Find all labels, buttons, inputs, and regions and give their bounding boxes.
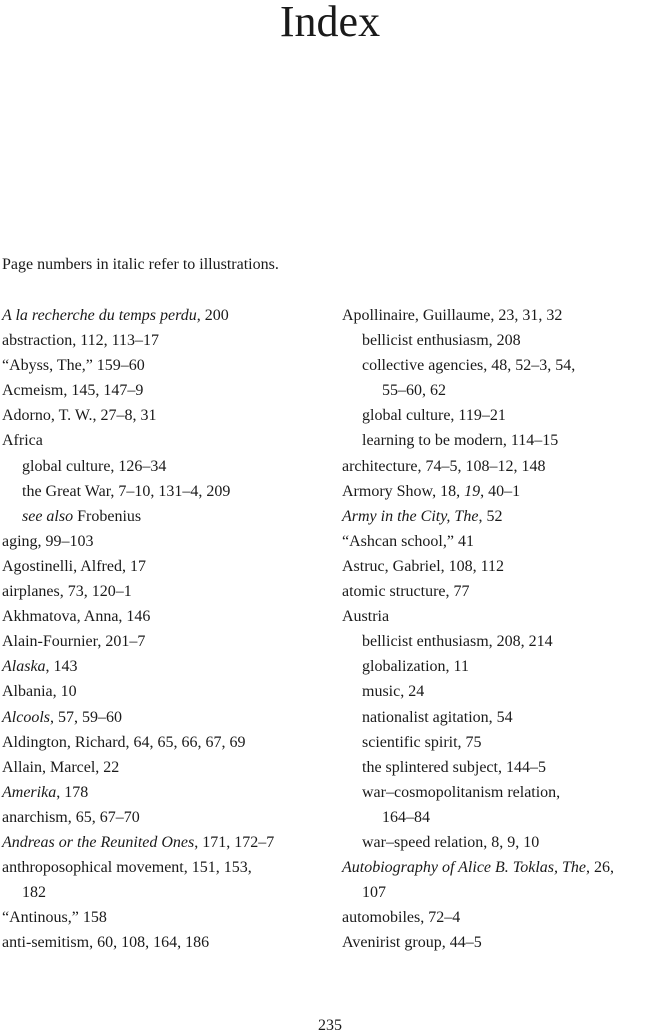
index-note: Page numbers in italic refer to illustrations. (2, 256, 279, 273)
entry-text: , 178 (56, 783, 89, 801)
entry-text: Alaska (2, 658, 46, 676)
entry-text: , 200 (196, 307, 229, 324)
entry-text: A la recherche du temps perdu (2, 307, 197, 324)
entry-text: aging, 99–103 (2, 532, 94, 550)
entry-text: Army in the City, The (342, 507, 479, 525)
entry-text: , 57, 59–60 (50, 708, 122, 726)
index-entry (2, 328, 332, 353)
entry-text: Acmeism, 145, 147–9 (2, 382, 144, 400)
entry-continuation: 182 (22, 884, 46, 902)
index-entry (2, 303, 332, 328)
entry-text: atomic structure, 77 (342, 583, 470, 601)
index-entry (2, 604, 332, 629)
index-subentry (342, 353, 648, 403)
entry-text: airplanes, 73, 120–1 (2, 583, 132, 601)
index-entry (2, 930, 332, 955)
index-entry (342, 855, 648, 905)
index-entry (342, 529, 648, 554)
index-entry (2, 428, 332, 453)
index-entry (342, 454, 648, 479)
entry-text: , 40–1 (480, 482, 521, 500)
entry-text: Alcools (2, 708, 50, 726)
entry-text: Apollinaire, Guillaume, 23, 31, 32 (342, 307, 563, 324)
entry-text: globalization, 11 (362, 658, 469, 676)
index-subentry (342, 705, 648, 730)
index-entry (2, 805, 332, 830)
index-entry (342, 579, 648, 604)
entry-text: “Ashcan school,” 41 (342, 532, 474, 550)
index-entry (342, 554, 648, 579)
entry-text: the splintered subject, 144–5 (362, 758, 546, 776)
entry-text: see also (22, 507, 74, 525)
index-subentry (342, 403, 648, 428)
index-entry (2, 830, 332, 855)
entry-text: the Great War, 7–10, 131–4, 209 (22, 482, 231, 500)
index-entry (2, 579, 332, 604)
entry-text: bellicist enthusiasm, 208, 214 (362, 633, 553, 651)
entry-text: anti-semitism, 60, 108, 164, 186 (2, 934, 210, 952)
index-entry (342, 604, 648, 629)
index-entry (342, 930, 648, 955)
index-entry (2, 529, 332, 554)
page-title: Index (279, 0, 381, 46)
index-entry (2, 679, 332, 704)
index-entry (2, 353, 332, 378)
entry-text: war–cosmopolitanism relation, (362, 783, 561, 801)
index-column-right (342, 303, 648, 955)
entry-text: , 171, 172–7 (194, 833, 275, 851)
entry-text: Astruc, Gabriel, 108, 112 (342, 557, 505, 575)
index-subentry (342, 780, 648, 830)
entry-text: “Abyss, The,” 159–60 (2, 357, 145, 375)
index-entry (342, 479, 648, 504)
entry-text: Avenirist group, 44–5 (342, 934, 482, 952)
index-entry (342, 504, 648, 529)
entry-text: , 52 (478, 507, 503, 525)
entry-text: music, 24 (362, 683, 425, 701)
entry-text: Amerika (2, 783, 57, 801)
entry-text: bellicist enthusiasm, 208 (362, 332, 521, 350)
index-entry (2, 403, 332, 428)
index-subentry (342, 654, 648, 679)
entry-text: Africa (2, 432, 43, 450)
entry-text: Akhmatova, Anna, 146 (2, 608, 151, 626)
entry-continuation: 164–84 (382, 808, 430, 826)
entry-text: Allain, Marcel, 22 (2, 758, 120, 776)
entry-text: global culture, 126–34 (22, 457, 167, 475)
entry-text: Alain-Fournier, 201–7 (2, 633, 146, 651)
index-subentry (2, 479, 332, 504)
index-entry (2, 705, 332, 730)
entry-text: anthroposophical movement, 151, 153, (2, 859, 252, 877)
entry-text: anarchism, 65, 67–70 (2, 808, 140, 826)
entry-text: Andreas or the Reunited Ones (2, 833, 195, 851)
index-entry (342, 905, 648, 930)
index-subentry (342, 428, 648, 453)
entry-text: scientific spirit, 75 (362, 733, 482, 751)
entry-text: learning to be modern, 114–15 (362, 432, 559, 450)
index-column-left (2, 303, 332, 955)
index-subentry (342, 830, 648, 855)
entry-text: , 26, (586, 859, 614, 877)
index-subentry (342, 730, 648, 755)
entry-text: , 143 (45, 658, 78, 676)
entry-text: 19 (464, 482, 481, 500)
index-entry (2, 905, 332, 930)
index-entry (2, 755, 332, 780)
entry-text: nationalist agitation, 54 (362, 708, 513, 726)
entry-text: war–speed relation, 8, 9, 10 (362, 833, 540, 851)
entry-continuation: 55–60, 62 (382, 382, 446, 400)
index-subentry (342, 328, 648, 353)
index-subentry (342, 629, 648, 654)
index-entry (2, 654, 332, 679)
entry-text: Albania, 10 (2, 683, 77, 701)
entry-text: “Antinous,” 158 (2, 909, 107, 927)
page-number: 235 (318, 1017, 342, 1034)
entry-text: Frobenius (73, 507, 142, 525)
index-subentry (342, 679, 648, 704)
index-subentry (2, 454, 332, 479)
index-entry (2, 378, 332, 403)
entry-text: Aldington, Richard, 64, 65, 66, 67, 69 (2, 733, 246, 751)
index-entry (2, 855, 332, 905)
entry-text: automobiles, 72–4 (342, 909, 461, 927)
entry-text: Austria (342, 608, 390, 626)
entry-text: Agostinelli, Alfred, 17 (2, 557, 146, 575)
index-entry (342, 303, 648, 328)
index-entry (2, 629, 332, 654)
entry-text: Armory Show, 18, (342, 482, 465, 500)
index-subentry (2, 504, 332, 529)
entry-text: collective agencies, 48, 52–3, 54, (362, 357, 576, 375)
entry-text: architecture, 74–5, 108–12, 148 (342, 457, 546, 475)
entry-text: abstraction, 112, 113–17 (2, 332, 160, 350)
entry-continuation: 107 (362, 884, 386, 902)
entry-text: global culture, 119–21 (362, 407, 506, 425)
entry-text: Autobiography of Alice B. Toklas, The (342, 859, 586, 877)
index-entry (2, 730, 332, 755)
index-entry (2, 554, 332, 579)
index-entry (2, 780, 332, 805)
entry-text: Adorno, T. W., 27–8, 31 (2, 407, 157, 425)
index-subentry (342, 755, 648, 780)
